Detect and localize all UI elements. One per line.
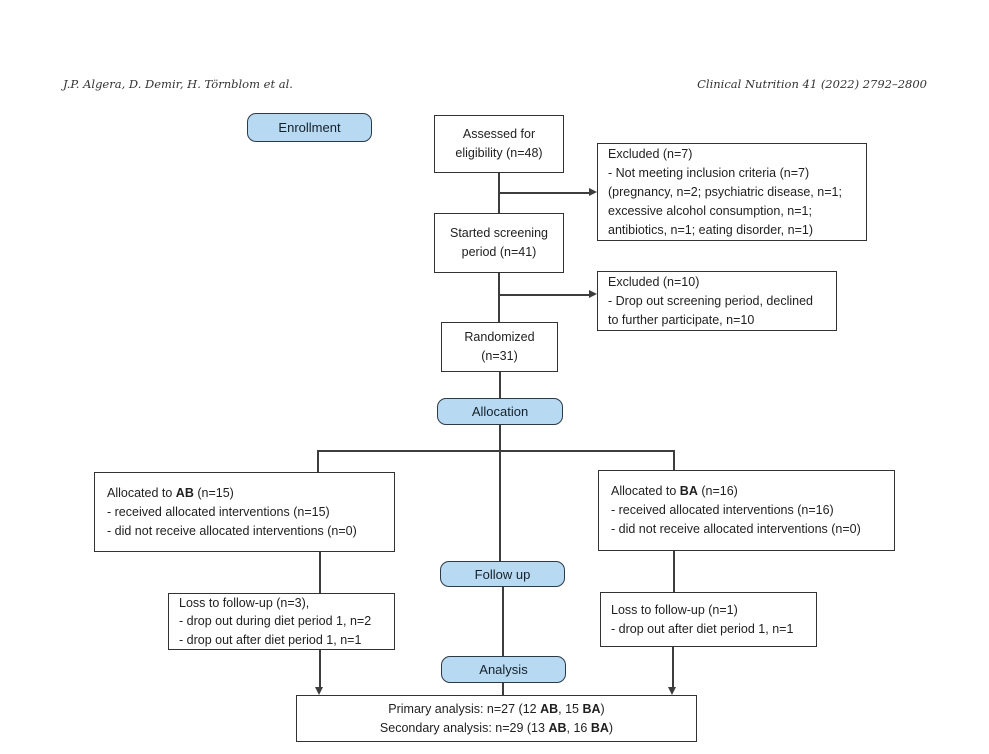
box-line: antibiotics, n=1; eating disorder, n=1)	[608, 222, 813, 237]
box-line: - drop out during diet period 1, n=2	[179, 614, 372, 629]
connector-lossba-to-final	[672, 647, 674, 688]
connector-to-excluded10	[499, 294, 590, 296]
box-line: - Drop out screening period, declined	[608, 293, 813, 308]
connector-randomized-to-allocation	[499, 372, 501, 398]
connector-followup-to-analysis	[502, 587, 504, 656]
started-screening-box	[434, 213, 564, 273]
arrowhead-final-right	[668, 687, 676, 695]
stage-allocation: Allocation	[437, 398, 563, 425]
box-line: - received allocated interventions (n=16)	[611, 503, 834, 517]
assessed-eligibility-box	[434, 115, 564, 173]
allocated-ba-box	[598, 470, 895, 551]
box-line: Primary analysis: n=27 (12 AB, 15 BA)	[388, 701, 605, 716]
loss-followup-ba-box	[600, 592, 817, 647]
randomized-box	[441, 322, 558, 372]
connector-lossab-to-final	[319, 650, 321, 688]
box-line: - drop out after diet period 1, n=1	[179, 632, 362, 647]
box-line: Assessed for	[462, 127, 536, 141]
loss-followup-ab-box	[168, 593, 395, 650]
arrowhead-final-left	[315, 687, 323, 695]
box-line: Started screening	[450, 226, 548, 240]
connector-to-excluded7	[499, 192, 590, 194]
stage-followup: Follow up	[440, 561, 565, 587]
connector-ba-to-loss	[673, 551, 675, 592]
box-line: period (n=41)	[461, 245, 537, 259]
connector-split-to-ba	[673, 450, 675, 470]
box-line: Allocated to BA (n=16)	[611, 484, 738, 498]
header-authors: J.P. Algera, D. Demir, H. Törnblom et al.	[63, 77, 293, 91]
box-line: to further participate, n=10	[608, 312, 755, 327]
box-line: (pregnancy, n=2; psychiatric disease, n=1;	[608, 184, 842, 199]
box-line: - did not receive allocated interventions (n=0)	[611, 522, 861, 536]
arrowhead-excluded10	[589, 290, 597, 298]
connector-started-to-randomized	[498, 273, 500, 322]
box-line: (n=31)	[481, 349, 518, 363]
box-line: Loss to follow-up (n=1)	[611, 603, 738, 617]
box-line: Excluded (n=7)	[608, 146, 693, 161]
excluded-10-box	[597, 271, 837, 331]
connector-ab-to-loss	[319, 552, 321, 593]
connector-allocation-split	[317, 450, 675, 452]
box-line: - received allocated interventions (n=15)	[107, 504, 330, 519]
box-line: Loss to follow-up (n=3),	[179, 595, 310, 610]
box-line: - Not meeting inclusion criteria (n=7)	[608, 165, 810, 180]
connector-allocation-to-followup	[499, 425, 501, 561]
arrowhead-excluded7	[589, 188, 597, 196]
analysis-summary-box	[296, 695, 697, 742]
allocated-ab-box	[94, 472, 395, 552]
connector-split-to-ab	[317, 450, 319, 472]
stage-enrollment: Enrollment	[247, 113, 372, 142]
box-line: Allocated to AB (n=15)	[107, 485, 234, 500]
stage-analysis: Analysis	[441, 656, 566, 683]
excluded-7-box	[597, 143, 867, 241]
box-line: excessive alcohol consumption, n=1;	[608, 203, 812, 218]
header-journal-citation: Clinical Nutrition 41 (2022) 2792–2800	[697, 77, 927, 91]
box-line: Excluded (n=10)	[608, 274, 700, 289]
box-line: eligibility (n=48)	[455, 146, 543, 160]
box-line: Randomized	[464, 330, 535, 344]
box-line: - drop out after diet period 1, n=1	[611, 621, 794, 636]
box-line: Secondary analysis: n=29 (13 AB, 16 BA)	[379, 720, 614, 735]
connector-analysis-to-final	[502, 683, 504, 695]
box-line: - did not receive allocated interventions (n=0)	[107, 523, 357, 538]
